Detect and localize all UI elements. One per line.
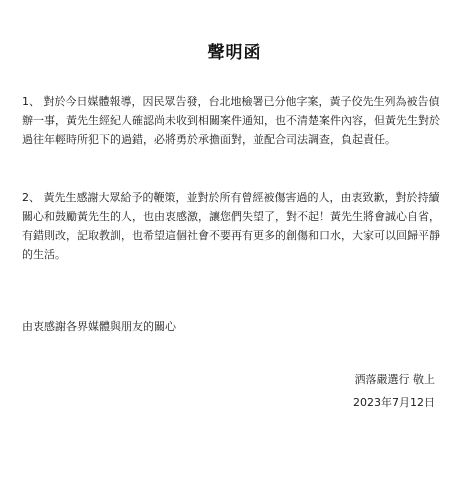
paragraph-1: 1、 對於今日媒體報導，因民眾告發，台北地檢署已分他字案，黃子佼先生列為被告偵辦一事，黃先生經紀人確認尚未收到相關案件通知，也不清楚案件內容，但黃先生對於過往年輕時所犯下的過錯，必將勇於承擔面對，並配合司法調查，負起責任。 [22, 95, 440, 146]
document-title: 聲明函 [207, 43, 262, 63]
closing-line: 由衷感謝各界媒體與朋友的關心 [22, 320, 176, 333]
paragraph-2: 2、 黃先生感謝大眾給予的鞭策，並對於所有曾經被傷害過的人，由衷致歉，對於持續關心和鼓勵黃先生的人，也由衷感激，讓您們失望了，對不起！黃先生將會誠心自省，有錯則改，記取教訓，也希望這個社會不要再有更多的創傷和口水，大家可以回歸平靜的生活。 [22, 191, 440, 261]
signature: 洒落嚴選行 敬上 [354, 373, 435, 386]
date: 2023年7月12日 [353, 396, 435, 409]
